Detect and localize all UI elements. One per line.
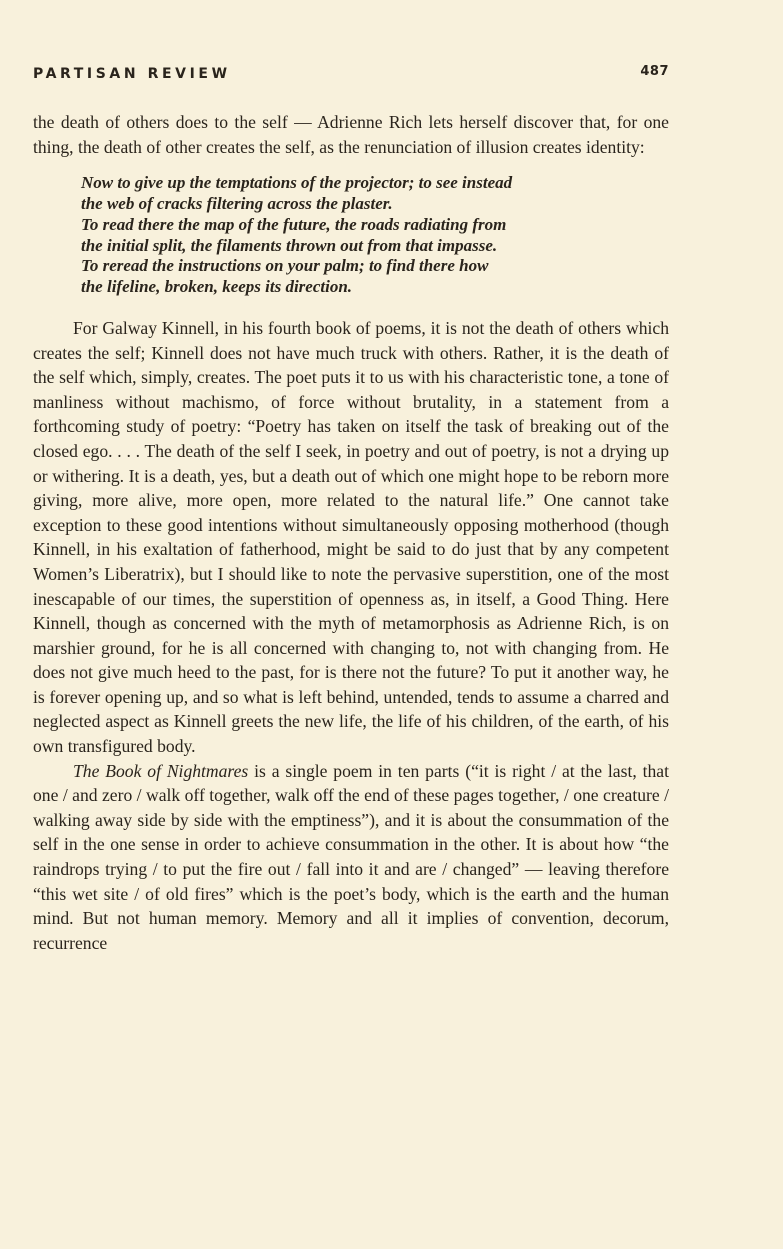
kinnell-paragraph: For Galway Kinnell, in his fourth book of poems, it is not the death of others which creates the self; Kinnell does not have much truck with others. Rather, it is the death of the self which, simply, creates. The poet puts it to us with his characteristic tone, a tone of manliness without machismo, of force without brutality, in a statement from a forthcoming study of poetry: “Poetry has taken on itself the task of breaking out of the closed ego. . . . The death of the self I seek, in poetry and out of poetry, is not a drying up or withering. It is a death, yes, but a death out of which one might hope to be reborn more giving, more alive, more open, more related to the natural life.” One cannot take exception to these good intentions without simultaneously opposing motherhood (though Kinnell, in his exaltation of fatherhood, might be said to do just that by any competent Women’s Liberatrix), but I should like to note the pervasive superstition, one of the most inescapable of our times, the superstition of openness as, in itself, a Good Thing. Here Kinnell, though as concerned with the myth of metamorphosis as Adrienne Rich, is on marshier ground, for he is all concerned with changing to, not with changing from. He does not give much heed to the past, for is there not the future? To put it another way, he is forever opening up, and so what is left behind, untended, tends to assume a charred and neglected aspect as Kinnell greets the new life, the life of his children, of the earth, of his own transfigured body. bbox=[33, 317, 669, 757]
verse-line: To read there the map of the future, the roads radiating from bbox=[81, 214, 507, 234]
intro-paragraph: the death of others does to the self — Adrienne Rich lets herself discover that, for one thing, the death of other creates the self, as the renunciation of illusion creates identity: bbox=[33, 112, 669, 157]
book-paragraph-text: is a single poem in ten parts (“it is right / at the last, that one / and zero / walk off together, walk off the end of these pages together, / one creature / walking away side by side with the emptiness”), and it is about the consummation of the self in the one sense in order to achieve consummation in the other. It is about how “the raindrops trying / to put the fire out / fall into it and are / changed” — leaving therefore “this wet site / of old fires” which is the poet’s body, which is the earth and the human mind. But not human memory. Memory and all it implies of convention, decorum, recurrence bbox=[33, 760, 669, 953]
verse-quotation bbox=[81, 173, 669, 298]
book-paragraph bbox=[33, 759, 669, 956]
verse-line: Now to give up the temptations of the projector; to see instead bbox=[81, 173, 513, 193]
verse-line: To reread the instructions on your palm; to find there how bbox=[81, 256, 489, 276]
verse-line: the initial split, the filaments thrown out from that impasse. bbox=[81, 235, 498, 255]
page-number: 487 bbox=[640, 64, 669, 79]
verse-line: the lifeline, broken, keeps its direction. bbox=[81, 277, 353, 297]
verse-line: the web of cracks filtering across the plaster. bbox=[81, 193, 393, 213]
book-title: The Book of Nightmares bbox=[73, 760, 249, 781]
running-head bbox=[33, 62, 669, 86]
article-body bbox=[33, 110, 669, 955]
journal-title: PARTISAN REVIEW bbox=[33, 66, 231, 82]
